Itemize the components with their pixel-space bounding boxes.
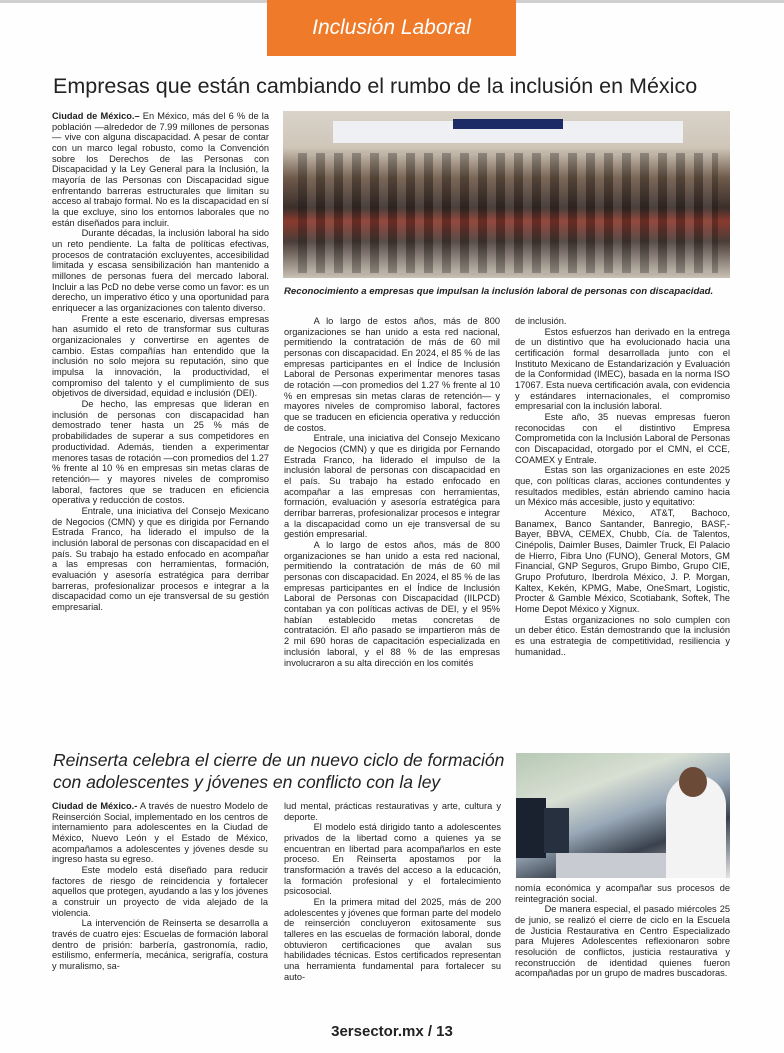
paragraph-text: Entrale, una iniciativa del Consejo Mexicano de Negocios (CMN) y que es dirigida por Fernando Estrada Franco, ha liderado el impulso de la inclusión laboral de personas con discapacidad en el país. Su trabajo ha estado enfocado en acompañar a las empresas con herramientas, formación, evaluación y asesoría estratégica para derribar barreras, profesionalizar procesos e integrar a la discapacidad como un eje transversal de su gestión empresarial. bbox=[284, 433, 500, 540]
paragraph bbox=[52, 314, 269, 399]
paragraph bbox=[284, 897, 501, 982]
article2-headline: Reinserta celebra el cierre de un nuevo ciclo de formación con adolescentes y jóvenes en conflicto con la ley bbox=[53, 750, 505, 792]
paragraph-text: Este modelo está diseñado para reducir factores de riesgo de reincidencia y fortalecer aquellos que protegen, ayudando a las y los jóvenes a construir un proyecto de vida alejado de la violencia. bbox=[52, 865, 268, 918]
paragraph bbox=[284, 540, 500, 668]
dateline: Ciudad de México.– bbox=[52, 111, 140, 121]
paragraph-text: Estas organizaciones no solo cumplen con un deber ético. Están demostrando que la inclusión es una estrategia de competitividad, resiliencia y humanidad.. bbox=[515, 614, 730, 657]
paragraph-text: A través de nuestro Modelo de Reinserción Social, implementado en los centros de internamiento para adolescentes en la Ciudad de México, Nuevo León y el Estado de México, acompañamos a adolescentes y jóvenes desde su ingreso hasta su egreso. bbox=[52, 801, 268, 865]
paragraph bbox=[284, 801, 501, 822]
page-footer: 3ersector.mx / 13 bbox=[331, 1023, 453, 1040]
dateline: Ciudad de México.- bbox=[52, 801, 138, 811]
awards-group-photo bbox=[283, 111, 730, 278]
paragraph bbox=[52, 918, 268, 971]
paragraph bbox=[515, 316, 730, 327]
photo-monitor bbox=[516, 798, 546, 858]
article1-headline: Empresas que están cambiando el rumbo de la inclusión en México bbox=[53, 74, 698, 98]
article2-column-3 bbox=[515, 883, 730, 979]
paragraph bbox=[515, 508, 730, 615]
workshop-photo bbox=[516, 753, 730, 878]
paragraph bbox=[52, 801, 268, 865]
photo-caption: Reconocimiento a empresas que impulsan la inclusión laboral de personas con discapacidad. bbox=[284, 286, 714, 297]
paragraph-text: Accenture México, AT&T, Bachoco, Banamex, Banco Santander, Banregio, BASF,-Bayer, BBVA, CEMEX, Chubb, Cía. de Talentos, Cinépolis, Daimler Buses, Daimler Truck, El Palacio de Hierro, Fibra Uno (FUNO), General Motors, GM Financial, GNP Seguros, Grupo Bimbo, Grupo CIE, Grupo Profuturo, Iberdrola México, J. P. Morgan, Kaltex, Kekén, KPMG, Mabe, OneSmart, Logistic, Procter & Gamble México, Scotiabank, Softek, The Home Depot México y Xignux. bbox=[515, 508, 730, 615]
photo-backdrop-logo bbox=[453, 119, 563, 129]
paragraph bbox=[52, 865, 268, 918]
paragraph-text: En la primera mitad del 2025, más de 200 adolescentes y jóvenes que forman parte del modelo de reinserción concluyeron exitosamente sus talleres en las escuelas de formación laboral, donde obtuvieron certificaciones que avalan sus habilidades técnicas. Estos certificados representan una herramienta fundamental para fortalecer su auto- bbox=[284, 897, 501, 982]
paragraph bbox=[515, 904, 730, 979]
article2-column-1 bbox=[52, 801, 268, 972]
photo-monitor bbox=[544, 808, 569, 853]
paragraph-text: Estas son las organizaciones en este 2025 que, con políticas claras, acciones contundentes y resultados medibles, están abriendo camino hacia un México más accesible, justo y equitativo: bbox=[515, 465, 730, 508]
paragraph bbox=[515, 465, 730, 508]
paragraph-text: El modelo está dirigido tanto a adolescentes privados de la libertad como a quienes ya se encuentran en libertad para acompañarlos en este proceso. En Reinserta apostamos por la transformación a través del acceso a la educación, la formación profesional y el fortalecimiento psicosocial. bbox=[284, 822, 501, 897]
paragraph bbox=[52, 506, 269, 613]
paragraph-text: lud mental, prácticas restaurativas y arte, cultura y deporte. bbox=[284, 801, 501, 822]
article2-column-2 bbox=[284, 801, 501, 982]
paragraph-text: De hecho, las empresas que lideran en inclusión de personas con discapacidad han demostrado tener hasta un 25 % más de probabilidades de superar a sus competidores en productividad. Además, tienden a experimentar menores tasas de rotación —con promedios del 1.27 % frente al 10 % en empresas sin metas claras de retención— y mayores niveles de compromiso laboral, factores que se traducen en eficiencia operativa y reducción de costos. bbox=[52, 399, 269, 506]
paragraph bbox=[52, 399, 269, 506]
paragraph bbox=[515, 615, 730, 658]
article1-column-2 bbox=[284, 316, 500, 668]
paragraph-text: Este año, 35 nuevas empresas fueron reconocidas con el distintivo Empresa Comprometida con la Inclusión Laboral de Personas con Discapacidad, otorgado por el CMN, el CCE, COAMEX y Entrale. bbox=[515, 412, 730, 465]
photo-crowd bbox=[298, 153, 718, 273]
paragraph-text: A lo largo de estos años, más de 800 organizaciones se han unido a esta red nacional, permitiendo la contratación de más de 60 mil personas con discapacidad. En 2024, el 85 % de las empresas participantes en el Índice de Inclusión Laboral de Personas con Discapacidad (IILPCD) contaban ya con políticas activas de DEI, y el 95% habían establecido metas concretas de contratación. El año pasado se impartieron más de 2 mil 690 horas de capacitación especializada en inclusión laboral, y el 88 % de las empresas involucraron a su alta dirección en los comités bbox=[284, 540, 500, 668]
photo-desk bbox=[556, 853, 676, 878]
paragraph bbox=[284, 433, 500, 540]
article1-column-3 bbox=[515, 316, 730, 658]
paragraph-text: De manera especial, el pasado miércoles 25 de junio, se realizó el cierre de ciclo en la Escuela de Justicia Restaurativa en Centro Especializado para Mujeres Adolescentes reflexionaron sobre resolución de conflictos, justicia restaurativa y reconstrucción de identidad quienes fueron acompañadas por un grupo de madres buscadoras. bbox=[515, 904, 730, 979]
article1-column-1 bbox=[52, 111, 269, 613]
paragraph bbox=[52, 111, 269, 228]
paragraph-text: Entrale, una iniciativa del Consejo Mexicano de Negocios (CMN) y que es dirigida por Fernando Estrada Franco, ha liderado el impulso de la inclusión laboral de personas con discapacidad en el país. Su trabajo ha estado enfocado en acompañar a las empresas con herramientas, formación, evaluación y asesoría estratégica para derribar barreras, profesionalizar procesos e integrar a la discapacidad como un eje transversal de su gestión empresarial. bbox=[52, 505, 269, 612]
paragraph-text: nomía económica y acompañar sus procesos de reintegración social. bbox=[515, 883, 730, 904]
paragraph-text: Frente a este escenario, diversas empresas han asumido el reto de transformar sus culturas organizacionales y convertirse en agentes de cambio. Estas compañías han entendido que la inclusión no solo mejora su reputación, sino que impulsa la innovación, la productividad, el compromiso del talento y el cumplimiento de sus objetivos de diversidad, equidad e inclusión (DEI). bbox=[52, 313, 269, 399]
paragraph bbox=[284, 316, 500, 433]
section-tab: Inclusión Laboral bbox=[267, 0, 516, 56]
photo-student-head bbox=[679, 767, 707, 797]
paragraph-text: Durante décadas, la inclusión laboral ha sido un reto pendiente. La falta de políticas efectivas, procesos de contratación excluyentes, accesibilidad limitada y escasa sensibilización han mantenido a millones de personas fuera del mercado laboral. Incluir a las PcD no debe verse como un favor: es un derecho, un imperativo ético y una oportunidad para enriquecer a las organizaciones con talento diverso. bbox=[52, 228, 269, 314]
paragraph bbox=[515, 412, 730, 465]
paragraph-text: La intervención de Reinserta se desarrolla a través de cuatro ejes: Escuelas de formación laboral dentro de prisión: barbería, gastronomía, radio, estilismo, enfermería, mecánica, serigrafía, costura y muralismo, sa- bbox=[52, 918, 268, 972]
paragraph-text: En México, más del 6 % de la población —alrededor de 7.99 millones de personas— vive con alguna discapacidad. A pesar de contar con un marco legal robusto, como la Convención sobre los Derechos de las Personas con Discapacidad y la Ley General para la Inclusión, la mayoría de las Personas con Discapacidad sigue enfrentando barreras estructurales que limitan su acceso al trabajo formal. No es la discapacidad en sí la que excluye, sino los entornos laborales que no están diseñados para incluir. bbox=[52, 111, 270, 228]
paragraph bbox=[284, 822, 501, 897]
paragraph bbox=[515, 327, 730, 412]
paragraph-text: Estos esfuerzos han derivado en la entrega de un distintivo que ha evolucionado hacia una certificación formal desarrollada junto con el Instituto Mexicano de Estandarización y Evaluación de la Conformidad (IMEC), basada en la norma ISO 17067. Esta nueva certificación avala, con evidencia y estándares internacionales, el compromiso empresarial con la inclusión laboral. bbox=[515, 326, 730, 412]
paragraph-text: de inclusión. bbox=[515, 316, 567, 326]
paragraph-text: A lo largo de estos años, más de 800 organizaciones se han unido a esta red nacional, permitiendo la contratación de más de 60 mil personas con discapacidad. En 2024, el 85 % de las empresas participantes en el Índice de Inclusión Laboral de Personas experimentar menores tasas de rotación —con promedios del 1.27 % frente al 10 % en empresas sin metas claras de retención— y mayores niveles de compromiso laboral, factores que se traducen en eficiencia operativa y reducción de costos. bbox=[284, 316, 500, 433]
paragraph bbox=[515, 883, 730, 904]
paragraph bbox=[52, 228, 269, 313]
